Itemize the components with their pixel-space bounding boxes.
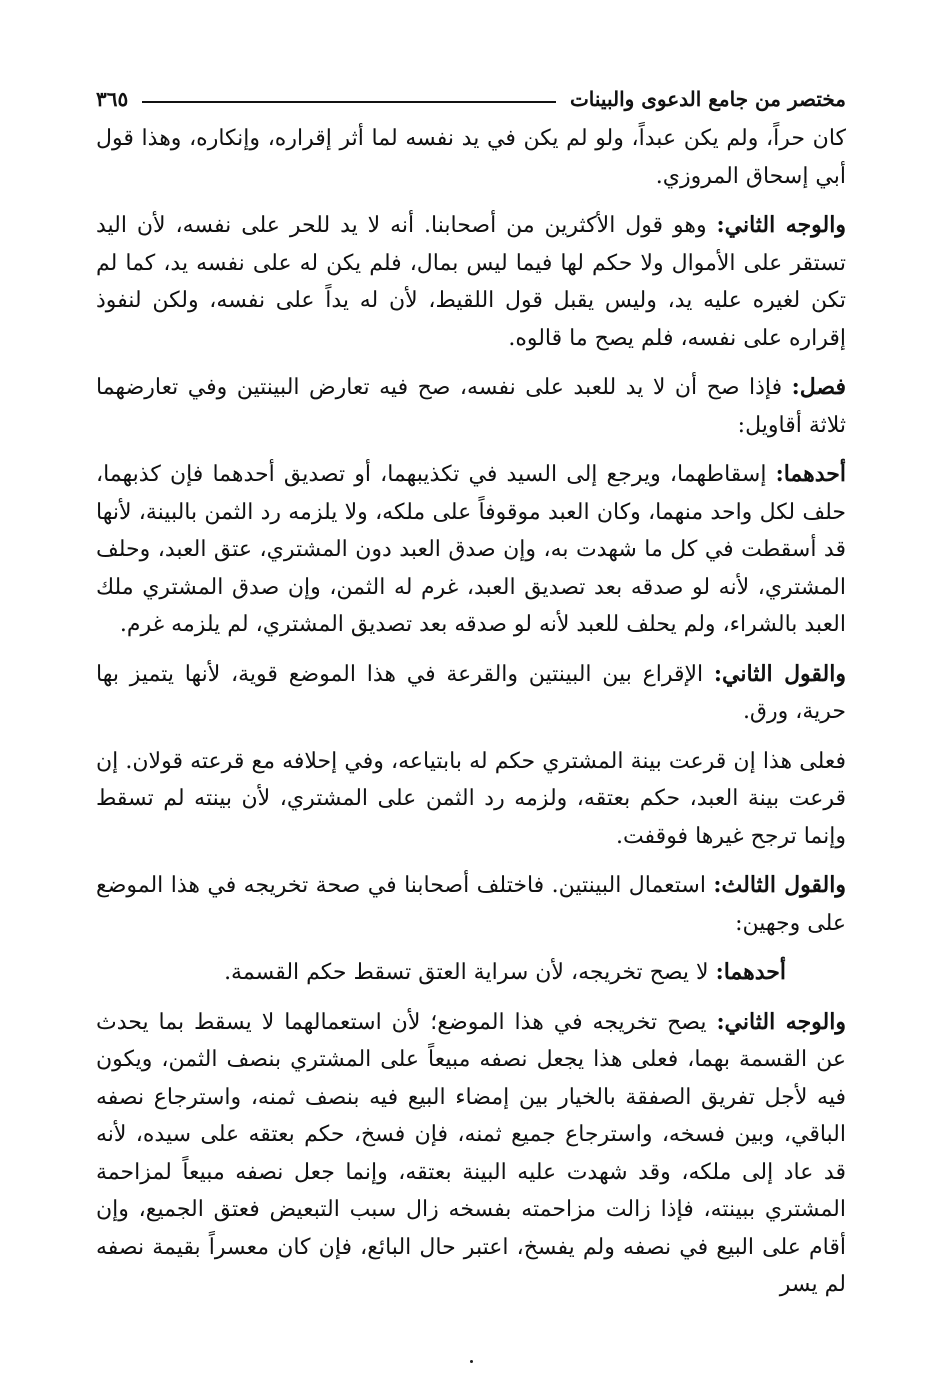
paragraph-lead: أحدهما: xyxy=(775,461,846,487)
paragraph-lead: والوجه الثاني: xyxy=(716,1008,846,1035)
running-head-title: مختصر من جامع الدعوى والبينات xyxy=(569,87,846,111)
paragraph-lead: فصل: xyxy=(791,374,846,400)
paragraph-text: الإقراع بين البينتين والقرعة في هذا الموضع قوية، لأنها يتميز بها حرية، ورق. xyxy=(96,661,846,724)
paragraph-7 xyxy=(96,867,846,942)
paragraph-3 xyxy=(96,369,846,444)
paragraph-9 xyxy=(96,1004,846,1304)
paragraph-text: وهو قول الأكثرين من أصحابنا. أنه لا يد للحر على نفسه، لأن اليد تستقر على الأموال ولا حكم لها فيما ليس بمال، فلم يكن له على نفسه يد، كما لم تكن لغيره عليه يد، وليس يقبل قول اللقيط، لأن له يداً على نفسه، ولكن لنفوذ إقراره على نفسه، فلم يصح ما قالوه. xyxy=(96,213,846,351)
header-rule xyxy=(142,101,556,103)
print-speck xyxy=(470,1360,473,1363)
paragraph-4 xyxy=(96,456,846,644)
paragraph-text: استعمال البينتين. فاختلف أصحابنا في صحة تخريجه في هذا الموضع على وجهين: xyxy=(96,873,846,936)
paragraph-text: يصح تخريجه في هذا الموضع؛ لأن استعمالهما لا يسقط بما يحدث عن القسمة بهما، فعلى هذا يجعل نصفه مبيعاً على المشتري بنصف الثمن، ويكون فيه لأجل تفريق الصفقة بالخيار بين إمضاء البيع فيه بنصف ثمنه، واسترجاع نصفه الباقي، وبين فسخه، واسترجاع جميع ثمنه، فإن فسخ، حكم بعتقه على سيده، لأنه قد عاد إلى ملكه، وقد شهدت عليه البينة بعتقه، وإنما جعل نصفه مبيعاً لمزاحمة المشتري ببينته، فإذا زالت مزاحمته بفسخه زال سبب التبعيض فعتق الجميع، وإن أقام على البيع في نصفه ولم يفسخ، اعتبر حال البائع، فإن كان معسراً بقيمة نصفه لم يسر xyxy=(96,1009,846,1297)
paragraph-lead: والقول الثاني: xyxy=(713,660,846,687)
paragraph-2 xyxy=(96,207,846,357)
page-number: ٣٦٥ xyxy=(96,87,129,111)
paragraph-1 xyxy=(96,120,846,195)
paragraph-lead: والقول الثالث: xyxy=(713,872,846,898)
running-head xyxy=(96,82,846,116)
paragraph-text: لا يصح تخريجه، لأن سراية العتق تسقط حكم القسمة. xyxy=(224,960,716,985)
paragraph-text: كان حراً، ولم يكن عبداً، ولو لم يكن في يد نفسه لما أثر إقراره، وإنكاره، وهذا قول أبي إسحاق المروزي. xyxy=(96,126,846,189)
page-body xyxy=(96,120,846,1304)
paragraph-text: فإذا صح أن لا يد للعبد على نفسه، صح فيه تعارض البينتين وفي تعارضهما ثلاثة أقاويل: xyxy=(96,375,846,438)
paragraph-lead: والوجه الثاني: xyxy=(716,212,846,238)
paragraph-8 xyxy=(96,954,846,992)
paragraph-6 xyxy=(96,743,846,856)
paragraph-lead: أحدهما: xyxy=(715,959,786,985)
paragraph-5 xyxy=(96,656,846,731)
paragraph-text: إسقاطهما، ويرجع إلى السيد في تكذيبهما، أو تصديق أحدهما فإن كذبهما، حلف لكل واحد منهما، وكان العبد موقوفاً على ملكه، ولا يلزمه رد الثمن بالبينة، لأنها قد أسقطت في كل ما شهدت به، وإن صدق العبد دون المشتري، عتق العبد، وحلف المشتري، لأنه لو صدقه بعد تصديق العبد، غرم له الثمن، وإن صدق المشتري ملك العبد بالشراء، ولم يحلف للعبد لأنه لو صدقه بعد تصديق المشتري، لم يلزمه غرم. xyxy=(96,462,846,637)
paragraph-text: فعلى هذا إن قرعت بينة المشتري حكم له بابتياعه، وفي إحلافه مع قرعته قولان. إن قرعت بينة العبد، حكم بعتقه، ولزمه رد الثمن على المشتري، لأن بينته لم تسقط وإنما ترجح غيرها فوقفت. xyxy=(96,748,846,849)
